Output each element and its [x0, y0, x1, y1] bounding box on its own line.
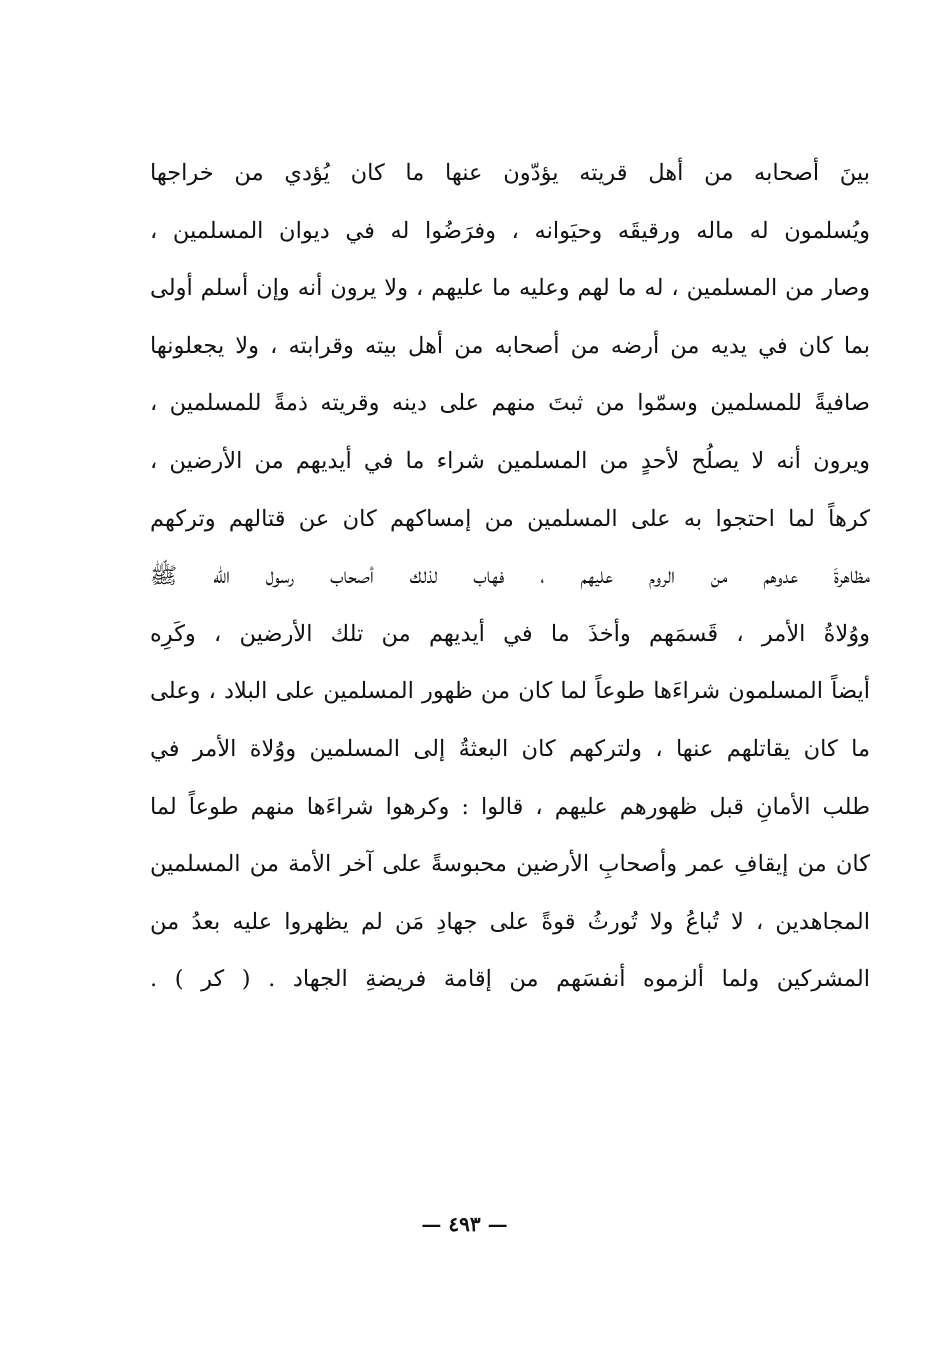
text-line: المشركين ولما ألزموه أنفسَهم من إقامة فريضةِ الجهاد . ( كر ) . [150, 966, 870, 993]
text-line: وصار من المسلمين ، له ما لهم وعليه ما عليهم ، ولا يرون أنه وإن أسلم أولى [150, 275, 870, 302]
text-line: صافيةً للمسلمين وسمّوا من ثبتَ منهم على دينه وقريته ذمةً للمسلمين ، [150, 390, 870, 417]
text-line: أيضاً المسلمون شراءَها طوعاً لما كان من ظهور المسلمين على البلاد ، وعلى [150, 678, 870, 705]
body-text [150, 145, 870, 1009]
text-line: كان من إيقافِ عمر وأصحابِ الأرضين محبوسةً على آخر الأمة من المسلمين [150, 851, 870, 878]
text-line: المجاهدين ، لا تُباعُ ولا تُورثُ قوةً على جهادِ مَن لم يظهروا عليه بعدُ من [150, 908, 870, 935]
page-number: — ٤٩٣ — [421, 1212, 508, 1236]
text-line: ويرون أنه لا يصلُح لأحدٍ من المسلمين شراء ما في أيديهم من الأرضين ، [150, 447, 870, 474]
text-line: ويُسلمون له ماله ورقيقَه وحيَوانه ، وفرَضُوا له في ديوان المسلمين ، [150, 217, 870, 244]
text-line: طلب الأمانِ قبل ظهورهم عليهم ، قالوا : وكرهوا شراءَها منهم طوعاً لما [150, 793, 870, 820]
text-line: ما كان يقاتلهم عنها ، ولتركهم كان البعثةُ إلى المسلمين ووُلاة الأمر في [150, 735, 870, 762]
text-line: مظاهرةَ عدوهم من الروم عليهم ، فهاب لذلك أصحاب رسول الله ﷺ [150, 563, 870, 590]
text-line: ووُلاةُ الأمر ، قَسمَهم وأخذَ ما في أيديهم من تلك الأرضين ، وكَرِه [150, 620, 870, 647]
text-line: بما كان في يديه من أرضه من أصحابه من أهل بيته وقرابته ، ولا يجعلونها [150, 332, 870, 359]
text-line: كرهاً لما احتجوا به على المسلمين من إمساكهم كان عن قتالهم وتركهم [150, 505, 870, 532]
text-line: بينَ أصحابه من أهل قريته يؤدّون عنها ما كان يُؤدي من خراجها [150, 160, 870, 186]
